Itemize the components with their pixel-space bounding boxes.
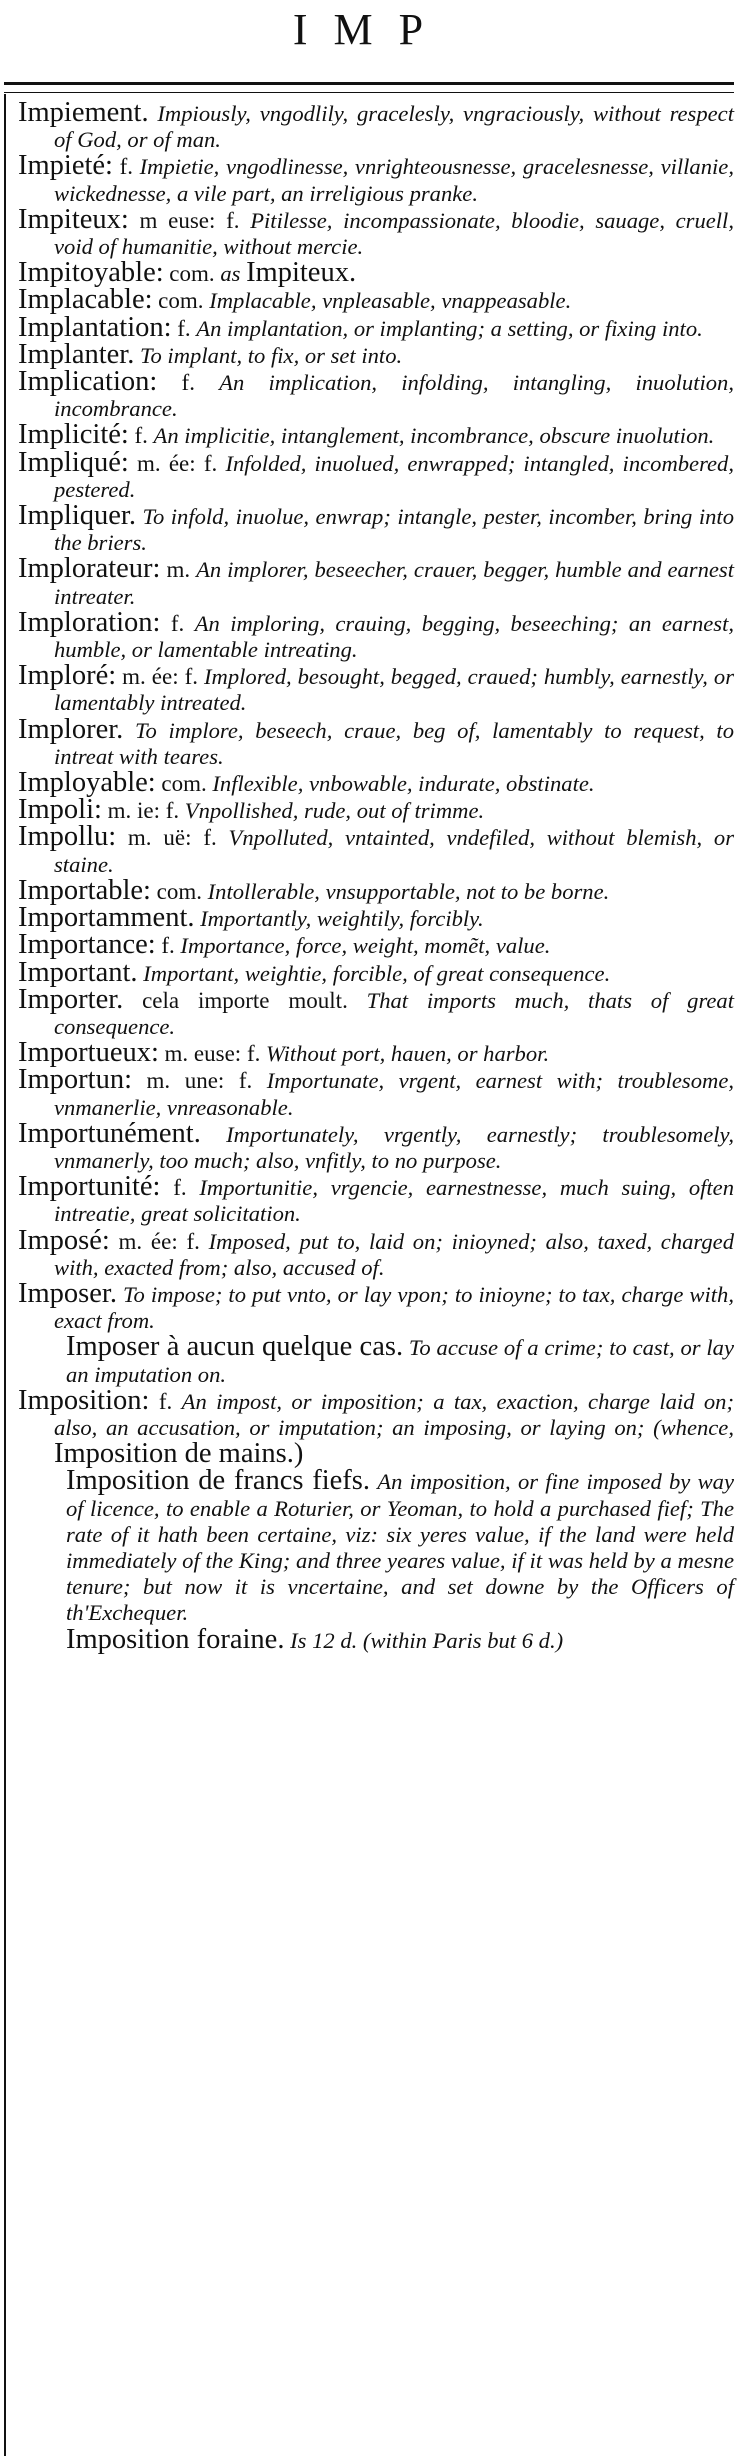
dictionary-entry xyxy=(18,1224,735,1281)
headword: Importunité: xyxy=(18,1171,161,1203)
dictionary-entry xyxy=(18,203,734,260)
dictionary-entry xyxy=(18,366,734,422)
headword: Imposition: xyxy=(18,1384,150,1416)
headword: Important. xyxy=(18,956,138,988)
dictionary-entry xyxy=(18,257,734,289)
grammar-label: com. xyxy=(156,878,202,904)
dictionary-entry xyxy=(18,767,734,799)
dictionary-entry xyxy=(18,338,734,370)
headword: Imposé: xyxy=(18,1224,110,1256)
headword: Implorer. xyxy=(18,713,124,745)
dictionary-entry xyxy=(18,874,734,906)
dictionary-entry xyxy=(18,500,734,556)
header-rule xyxy=(4,82,734,85)
headword: Impliquer. xyxy=(18,500,136,532)
dictionary-entry xyxy=(18,446,735,503)
cross-reference: Imposition de mains.) xyxy=(54,1438,304,1470)
headword: Imposer à aucun quelque cas. xyxy=(66,1331,404,1363)
dictionary-entry xyxy=(18,929,734,961)
definition: Is 12 d. (within Paris but 6 d.) xyxy=(290,1627,564,1653)
dictionary-entry xyxy=(18,1171,735,1227)
grammar-label: m. ée: f. xyxy=(122,664,199,690)
grammar-label: com. xyxy=(161,771,207,797)
definition: Impietie, vngodlinesse, vnrighteousnesse, gracelesnesse, villanie, wickednesse, a vile part, an irreligious pranke. xyxy=(54,154,734,206)
headword: Implorateur: xyxy=(18,553,161,585)
definition: Importunate, vrgent, earnest with; troublesome, vnmanerlie, vnreasonable. xyxy=(54,1068,734,1120)
definition: To accuse of a crime; to cast, or lay an imputation on. xyxy=(66,1335,735,1387)
definition: Intollerable, vnsupportable, not to be borne. xyxy=(207,878,610,904)
definition: An impost, or imposition; a tax, exaction, charge laid on; also, an accusation, or imputation; an imposing, or laying on; (whence, xyxy=(54,1388,734,1440)
grammar-label: m. ée: f. xyxy=(118,1228,200,1254)
headword: Imploration: xyxy=(18,606,161,638)
definition: An imposition, or fine imposed by way of licence, to enable a Roturier, or Yeoman, to hold a purchased fief; The rate of it hath been certaine, viz: six yeres value, if the land were held immediately of the King; and three yeares value, if it was held by a mesne tenure; but now it is vncertaine, and set downe by the Officers of th'Exchequer. xyxy=(66,1469,734,1626)
dictionary-entry xyxy=(18,606,734,663)
headword: Importance: xyxy=(18,929,156,961)
grammar-label: cela importe moult. xyxy=(142,987,348,1013)
definition: Vnpollished, rude, out of trimme. xyxy=(184,798,485,824)
definition: as xyxy=(220,261,241,287)
dictionary-entry xyxy=(18,821,734,877)
definition: Imposed, put to, laid on; inioyned; also, taxed, charged with, exacted from; also, accused of. xyxy=(54,1228,735,1280)
grammar-label: f. xyxy=(158,1388,173,1414)
dictionary-entry xyxy=(18,553,734,609)
headword: Implication: xyxy=(18,366,158,398)
headword: Impoli: xyxy=(18,794,102,826)
column-rule xyxy=(4,94,6,2456)
definition: Impiously, vngodlily, gracelesly, vngraciously, without respect of God, or of man. xyxy=(54,101,734,153)
dictionary-entry xyxy=(18,983,735,1040)
headword: Implacable: xyxy=(18,284,153,316)
dictionary-entry xyxy=(18,794,734,826)
headword: Impollu: xyxy=(18,821,117,853)
grammar-label: m. uë: f. xyxy=(127,825,217,851)
dictionary-entry xyxy=(18,150,734,206)
definition: An implorer, beseecher, crauer, begger, humble and earnest intreater. xyxy=(54,557,734,609)
dictionary-entry xyxy=(18,97,734,153)
definition: Importantly, weightily, forcibly. xyxy=(200,906,484,932)
grammar-label: f. xyxy=(177,315,191,341)
definition: To implore, beseech, craue, beg of, lamentably to request, to intreat with teares. xyxy=(54,717,734,769)
dictionary-entry xyxy=(18,1064,734,1120)
grammar-label: com. xyxy=(169,261,215,287)
definition: To impose; to put vnto, or lay vpon; to inioyne; to tax, charge with, exact from. xyxy=(54,1281,734,1334)
entry-list xyxy=(18,97,735,1655)
definition: Important, weightie, forcible, of great consequence. xyxy=(143,960,611,986)
grammar-label: f. xyxy=(161,933,175,959)
grammar-label: m. xyxy=(166,557,191,583)
headword: Imposition foraine. xyxy=(66,1623,285,1655)
definition: Importunitie, vrgencie, earnestnesse, much suing, often intreatie, great solicitation. xyxy=(54,1175,735,1227)
dictionary-entry xyxy=(18,713,734,770)
grammar-label: f. xyxy=(173,1175,187,1201)
grammar-label: f. xyxy=(119,154,134,180)
headword: Imposition de francs fiefs. xyxy=(66,1465,371,1497)
grammar-label: m. euse: f. xyxy=(164,1041,261,1067)
dictionary-entry xyxy=(18,1277,734,1334)
headword: Importun: xyxy=(18,1064,132,1096)
sub-entry xyxy=(18,1623,734,1655)
headword: Impitoyable: xyxy=(18,257,164,289)
headword: Importamment. xyxy=(18,902,195,934)
definition: An imploring, crauing, begging, beseeching; an earnest, humble, or lamentable intreating. xyxy=(54,610,734,663)
dictionary-entry xyxy=(18,311,734,343)
headword: Imploré: xyxy=(18,660,117,692)
headword: Impieté: xyxy=(18,150,113,182)
grammar-label: m. ie: f. xyxy=(107,798,180,824)
definition: Inflexible, vnbowable, indurate, obstinate. xyxy=(212,771,595,797)
grammar-label: m euse: f. xyxy=(139,207,240,233)
dictionary-entry xyxy=(18,956,734,988)
grammar-label: f. xyxy=(181,370,195,396)
grammar-label: com. xyxy=(158,288,204,314)
definition: Infolded, inuolued, enwrapped; intangled, incombered, pestered. xyxy=(54,450,735,502)
definition: Vnpolluted, vntainted, vndefiled, without blemish, or staine. xyxy=(54,825,734,877)
headword: Implantation: xyxy=(18,311,172,343)
definition: Importance, force, weight, momẽt, value. xyxy=(180,933,551,959)
dictionary-entry xyxy=(18,1117,734,1174)
headword: Imployable: xyxy=(18,767,156,799)
grammar-label: f. xyxy=(134,423,148,449)
definition: Without port, hauen, or harbor. xyxy=(266,1041,550,1067)
headword: Impliqué: xyxy=(18,446,129,478)
dictionary-entry xyxy=(18,660,734,716)
definition: Implored, besought, begged, craued; humbly, earnestly, or lamentably intreated. xyxy=(54,664,734,716)
definition: Implacable, vnpleasable, vnappeasable. xyxy=(209,288,572,314)
headword: Implicité: xyxy=(18,419,129,451)
dictionary-entry xyxy=(18,1384,734,1470)
header-rule-thin xyxy=(4,92,734,93)
grammar-label: f. xyxy=(170,610,185,636)
definition: Pitilesse, incompassionate, bloodie, sauage, cruell, void of humanitie, without mercie. xyxy=(54,207,734,260)
grammar-label: m. une: f. xyxy=(146,1068,253,1094)
definition: An implicitie, intanglement, incombrance, obscure inuolution. xyxy=(153,423,715,449)
dictionary-entry xyxy=(18,1037,734,1069)
definition: That imports much, thats of great consequence. xyxy=(54,987,735,1039)
headword: Imposer. xyxy=(18,1277,117,1309)
definition: To infold, inuolue, enwrap; intangle, pester, incomber, bring into the briers. xyxy=(54,504,734,556)
sub-entry xyxy=(18,1331,735,1387)
grammar-label: m. ée: f. xyxy=(136,450,218,476)
running-head: IMP xyxy=(292,5,450,54)
headword: Importunément. xyxy=(18,1117,201,1149)
headword: Importable: xyxy=(18,874,151,906)
definition: An implantation, or implanting; a setting, or fixing into. xyxy=(196,315,703,341)
dictionary-entry xyxy=(18,902,734,934)
definition: To implant, to fix, or set into. xyxy=(140,342,403,368)
headword: Importer. xyxy=(18,983,124,1015)
definition: An implication, infolding, intangling, inuolution, incombrance. xyxy=(54,370,734,422)
headword: Impiement. xyxy=(18,97,149,128)
headword: Impiteux: xyxy=(18,203,129,235)
sub-entry xyxy=(18,1465,734,1626)
dictionary-entry xyxy=(18,419,734,451)
headword: Importueux: xyxy=(18,1037,159,1069)
definition: Importunately, vrgently, earnestly; troublesomely, vnmanerly, too much; also, vnfitly, to no purpose. xyxy=(54,1121,734,1173)
headword: Implanter. xyxy=(18,338,135,370)
dictionary-entry xyxy=(18,284,734,316)
cross-reference: Impiteux. xyxy=(246,257,357,289)
